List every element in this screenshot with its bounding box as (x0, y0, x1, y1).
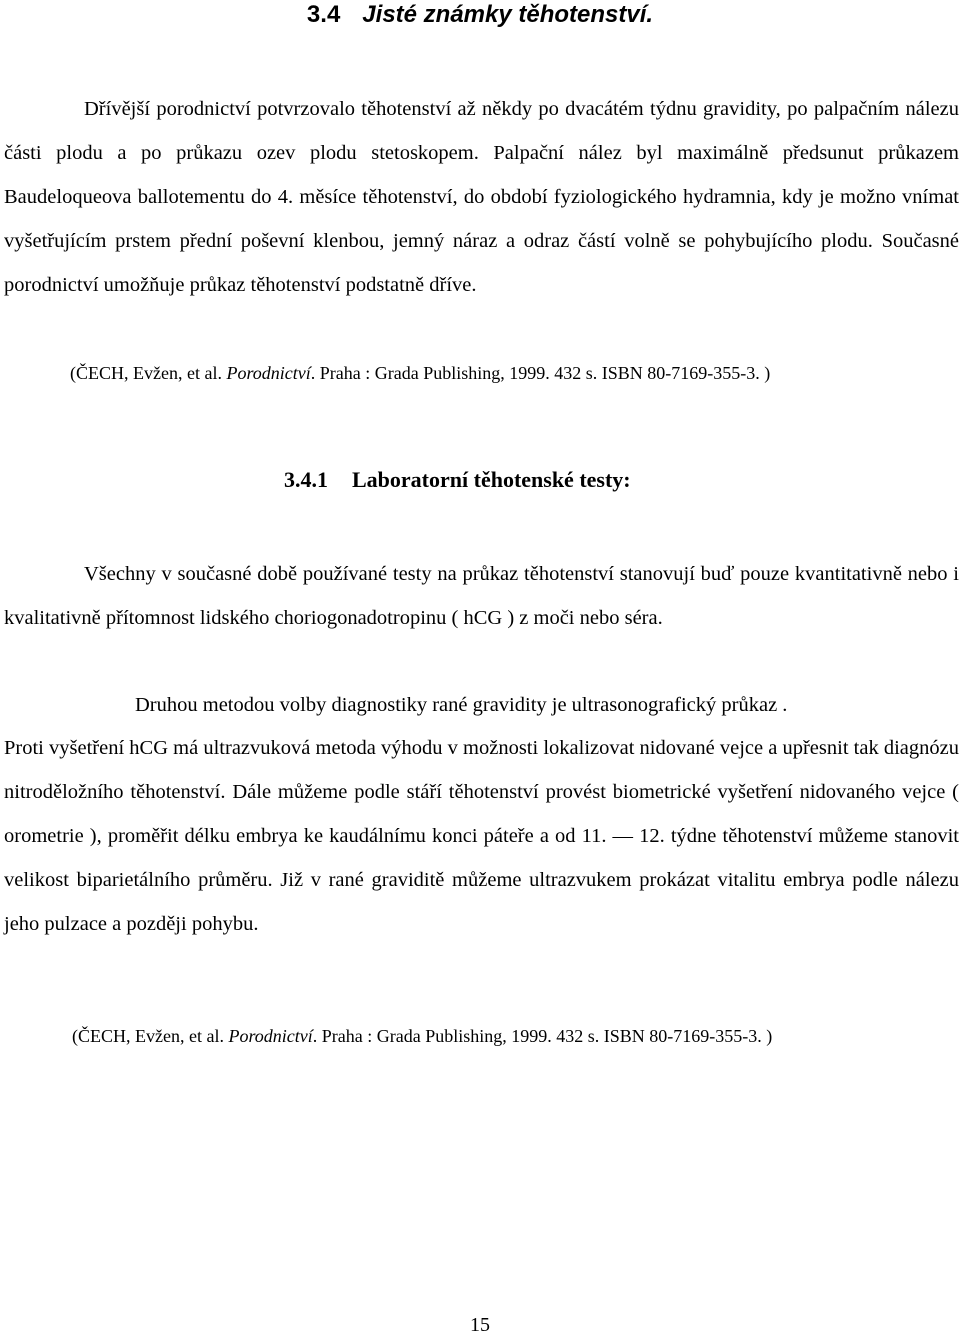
citation-prefix: (ČECH, Evžen, et al. (72, 1026, 224, 1046)
paragraph-tests (4, 552, 959, 640)
citation-title: Porodnictví (228, 1026, 313, 1046)
paragraph-ultrasound-text: Proti vyšetření hCG má ultrazvuková metoda výhodu v možnosti lokalizovat nidované vejce a upřesnit tak diagnózu nitroděložního těhotenství. Dále můžeme podle stáří těhotenství provést biometrické vyšetření nidovaného vejce ( orometrie ), proměřit délku embrya ke kaudálnímu konci páteře a od 11. — 12. týdne těhotenství můžeme stanovit velikost biparietálního průměru. Již v rané graviditě můžeme ultrazvukem prokázat vitalitu embrya podle nálezu jeho pulzace a později pohybu. (4, 737, 959, 935)
citation-title: Porodnictví (226, 363, 311, 383)
citation (70, 361, 770, 385)
subsection-title: Laboratorní těhotenské testy: (352, 467, 631, 492)
paragraph-tests-text: Všechny v současné době používané testy na průkaz těhotenství stanovují buď pouze kvantitativně nebo i kvalitativně přítomnost lidského choriogonadotropinu ( hCG ) z moči nebo séra. (4, 563, 959, 629)
citation-prefix: (ČECH, Evžen, et al. (70, 363, 222, 383)
citation-suffix: . Praha : Grada Publishing, 1999. 432 s. ISBN 80-7169-355-3. ) (310, 363, 771, 383)
section-heading (0, 0, 960, 30)
section-number: 3.4 (306, 1, 341, 28)
paragraph-ultrasound-first-line: Druhou metodou volby diagnostiky rané gravidity je ultrasonografický průkaz . (135, 694, 788, 716)
subsection-heading (284, 466, 631, 494)
paragraph-intro (4, 87, 959, 307)
citation-second (72, 1024, 772, 1048)
page-number: 15 (470, 1314, 490, 1336)
section-title: Jisté známky těhotenství. (362, 1, 654, 28)
paragraph-intro-text: Dřívější porodnictví potvrzovalo těhotenství až někdy po dvacátém týdnu gravidity, po palpačním nálezu části plodu a po průkazu ozev plodu stetoskopem. Palpační nález byl maximálně předsunut průkazem Baudeloqueova ballotementu do 4. měsíce těhotenství, do období fyziologického hydramnia, kdy je možno vnímat vyšetřujícím prstem přední poševní klenbou, jemný náraz a odraz částí volně se pohybujícího plodu. Současné porodnictví umožňuje průkaz těhotenství podstatně dříve. (4, 98, 959, 296)
subsection-number: 3.4.1 (284, 467, 328, 492)
paragraph-ultrasound (4, 726, 959, 946)
citation-suffix: . Praha : Grada Publishing, 1999. 432 s. ISBN 80-7169-355-3. ) (312, 1026, 773, 1046)
